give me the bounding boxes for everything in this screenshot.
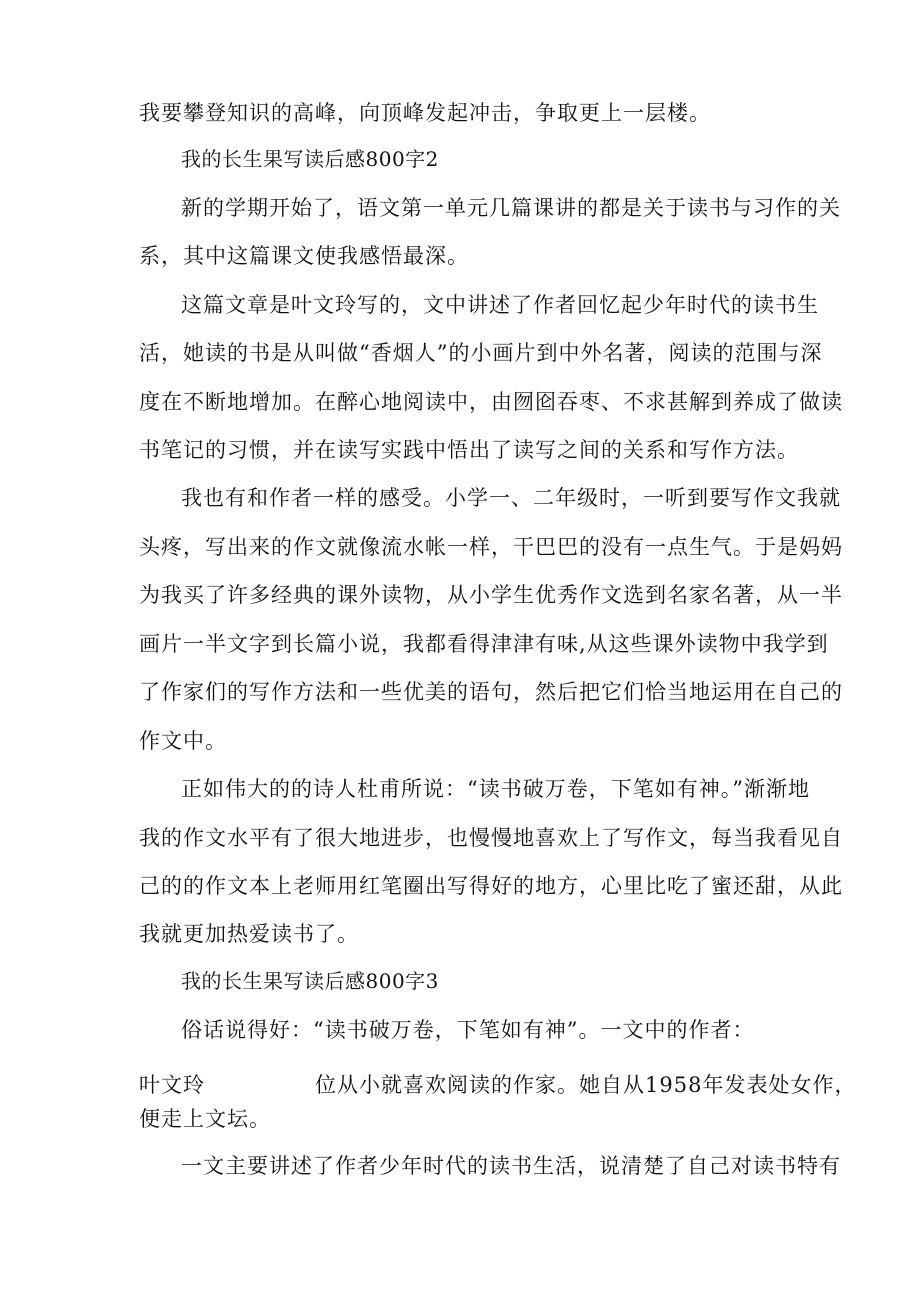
paragraph-line: 画片一半文字到长篇小说，我都看得津津有味,从这些课外读物中我学到 bbox=[139, 632, 829, 656]
paragraph-line: 正如伟大的的诗人杜甫所说：“读书破万卷，下笔如有神。”渐渐地 bbox=[181, 777, 810, 801]
section-heading: 我的长生果写读后感800字2 bbox=[181, 147, 439, 171]
paragraph-line: 了作家们的写作方法和一些优美的语句，然后把它们恰当地运用在自己的 bbox=[139, 680, 843, 704]
paragraph-line: 我也有和作者一样的感受。小学一、二年级时，一听到要写作文我就 bbox=[181, 486, 841, 510]
paragraph-line: 度在不断地增加。在醉心地阅读中，由囫囵吞枣、不求甚解到养成了做读 bbox=[139, 390, 843, 414]
paragraph-line: 为我买了许多经典的课外读物，从小学生优秀作文选到名家名著，从一半 bbox=[139, 583, 843, 607]
paragraph-line-split bbox=[139, 1071, 857, 1099]
paragraph-line: 一文主要讲述了作者少年时代的读书生活，说清楚了自己对读书特有 bbox=[181, 1154, 841, 1178]
paragraph-line: 作文中。 bbox=[139, 729, 227, 753]
paragraph-line: 新的学期开始了，语文第一单元几篇课讲的都是关于读书与习作的关 bbox=[181, 196, 841, 220]
paragraph-line: 我就更加热爱读书了。 bbox=[139, 922, 359, 946]
paragraph-line: 己的的作文本上老师用红笔圈出写得好的地方，心里比吃了蜜还甜，从此 bbox=[139, 874, 843, 898]
paragraph-line: 俗话说得好：“读书破万卷，下笔如有神”。一文中的作者： bbox=[181, 1018, 755, 1042]
paragraph-line: 这篇文章是叶文玲写的，文中讲述了作者回忆起少年时代的读书生 bbox=[181, 293, 819, 317]
paragraph-line: 我的作文水平有了很大地进步，也慢慢地喜欢上了写作文，每当我看见自 bbox=[139, 826, 843, 850]
paragraph-line: 便走上文坛。 bbox=[139, 1107, 271, 1131]
paragraph-line: 活，她读的书是从叫做“香烟人”的小画片到中外名著，阅读的范围与深 bbox=[139, 341, 823, 365]
section-heading: 我的长生果写读后感800字3 bbox=[181, 969, 439, 993]
paragraph-fragment: 位从小就喜欢阅读的作家。她自从1958年发表处女作， bbox=[315, 1073, 857, 1097]
paragraph-line: 书笔记的习惯，并在读写实践中悟出了读写之间的关系和写作方法。 bbox=[139, 438, 799, 462]
paragraph-line: 我要攀登知识的高峰，向顶峰发起冲击，争取更上一层楼。 bbox=[139, 101, 711, 125]
paragraph-line: 头疼，写出来的作文就像流水帐一样，干巴巴的没有一点生气。于是妈妈 bbox=[139, 535, 843, 559]
paragraph-line: 系，其中这篇课文使我感悟最深。 bbox=[139, 244, 469, 268]
author-name: 叶文玲 bbox=[139, 1073, 205, 1097]
